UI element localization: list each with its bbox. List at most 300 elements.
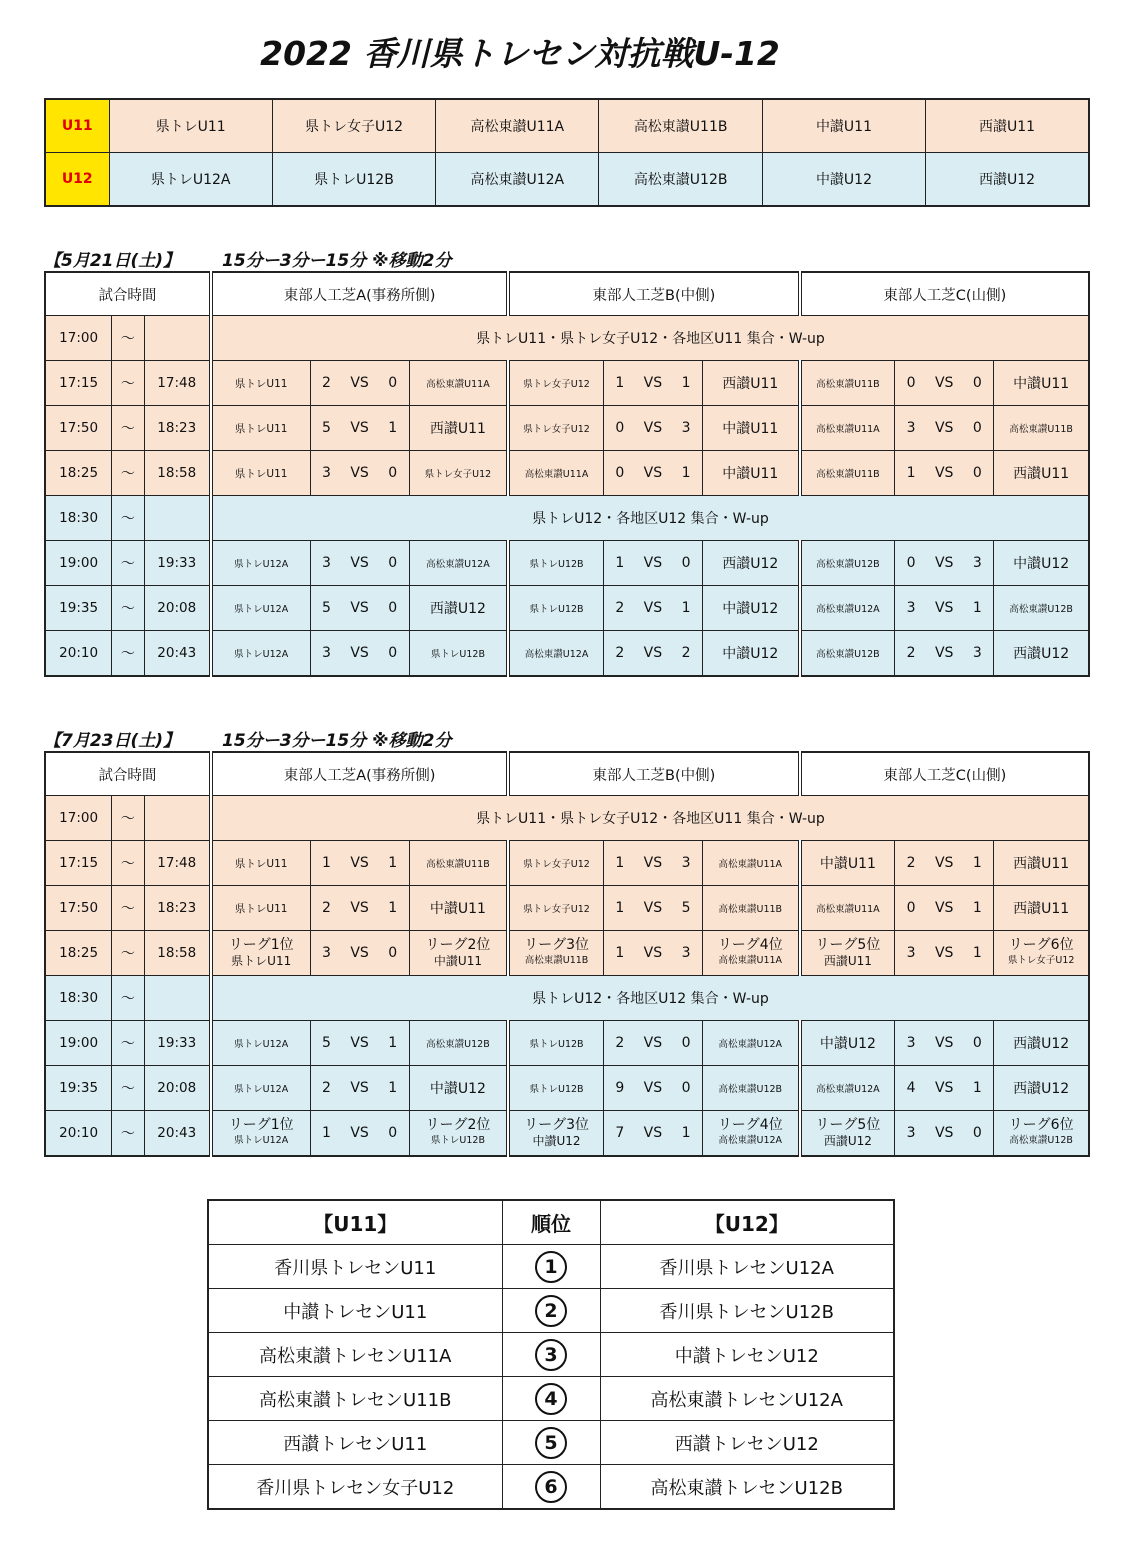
away-team: 中讃U12	[994, 541, 1089, 586]
home-team: 県トレU12A	[211, 1066, 310, 1111]
home-team: 県トレ女子U12	[508, 886, 603, 931]
home-score: 9	[603, 1066, 635, 1111]
u11-team: 高松東讃トレセンU11B	[208, 1377, 502, 1421]
team-cell: 高松東讃U12B	[599, 153, 762, 207]
u11-team: 中讃トレセンU11	[208, 1289, 502, 1333]
u12-team: 高松東讃トレセンU12A	[600, 1377, 894, 1421]
home-score: 3	[895, 1111, 927, 1157]
home-team: 中讃U11	[800, 841, 895, 886]
vs-label: VS	[342, 1021, 376, 1066]
away-score: 0	[961, 451, 993, 496]
rank-cell	[502, 1421, 600, 1465]
start-time: 20:10	[45, 631, 112, 677]
league-team-name: 西讃U11	[823, 954, 872, 968]
away-score: 0	[670, 1021, 702, 1066]
gather-row	[45, 496, 1089, 541]
home-team: 高松東讃U11A	[800, 886, 895, 931]
vs-label: VS	[636, 361, 670, 406]
away-score: 0	[961, 1021, 993, 1066]
vs-label: VS	[342, 631, 376, 677]
away-score: 0	[961, 361, 993, 406]
league-team-name: 県トレ女子U12	[1007, 955, 1075, 966]
league-position: リーグ2位	[425, 1117, 491, 1133]
home-team: 県トレU11	[211, 841, 310, 886]
league-team-name: 中讃U11	[433, 954, 482, 968]
home-score: 2	[603, 586, 635, 631]
away-team: 高松東讃U11B	[702, 886, 799, 931]
home-score: 3	[895, 586, 927, 631]
home-score: 4	[895, 1066, 927, 1111]
home-team: 県トレU12B	[508, 1021, 603, 1066]
final-row	[45, 1111, 1089, 1157]
away-team: 西讃U12	[994, 631, 1089, 677]
day1-u11-rows	[45, 361, 1089, 496]
away-team: 中讃U11	[994, 361, 1089, 406]
vs-label: VS	[927, 541, 961, 586]
home-score: 3	[310, 451, 342, 496]
rank-number: 1	[535, 1251, 567, 1283]
home-team: 県トレU11	[211, 451, 310, 496]
home-score: 0	[603, 451, 635, 496]
team-cell: 中讃U11	[762, 99, 925, 153]
day2-date: 【7月23日(土)】	[44, 731, 181, 751]
home-team: 県トレU12A	[211, 1021, 310, 1066]
vs-label: VS	[636, 631, 670, 677]
u11-team: 高松東讃トレセンU11A	[208, 1333, 502, 1377]
away-team: 高松東讃U12A	[409, 541, 508, 586]
vs-label: VS	[342, 931, 376, 976]
away-score: 0	[377, 451, 409, 496]
tilde: 〜	[112, 931, 144, 976]
field-b-header: 東部人工芝B(中側)	[508, 752, 799, 796]
start-time: 17:50	[45, 406, 112, 451]
ranking-table	[207, 1199, 895, 1510]
away-score: 0	[961, 1111, 993, 1157]
field-c-header: 東部人工芝C(山側)	[800, 272, 1089, 316]
away-team: 西讃U12	[994, 1066, 1089, 1111]
league-team	[409, 931, 508, 976]
team-cell: 西讃U12	[926, 153, 1089, 207]
ranking-row	[208, 1289, 894, 1333]
start-time: 20:10	[45, 1111, 112, 1157]
day1-u12-rows	[45, 541, 1089, 677]
match-row	[45, 451, 1089, 496]
home-team: 県トレU12A	[211, 586, 310, 631]
away-team: 西讃U11	[994, 886, 1089, 931]
tilde: 〜	[112, 631, 144, 677]
away-score: 1	[377, 1066, 409, 1111]
league-team	[211, 931, 310, 976]
away-score: 1	[670, 361, 702, 406]
end-time	[144, 496, 211, 541]
home-team: 県トレU12B	[508, 586, 603, 631]
tilde: 〜	[112, 886, 144, 931]
away-score: 0	[377, 631, 409, 677]
away-score: 0	[961, 406, 993, 451]
vs-label: VS	[342, 586, 376, 631]
away-score: 3	[961, 541, 993, 586]
end-time: 17:48	[144, 841, 211, 886]
match-row	[45, 361, 1089, 406]
gather-text: 県トレU12・各地区U12 集合・W-up	[211, 496, 1089, 541]
team-cell: 西讃U11	[926, 99, 1089, 153]
gather-row	[45, 976, 1089, 1021]
away-team: 西讃U11	[994, 841, 1089, 886]
vs-label: VS	[342, 841, 376, 886]
home-score: 2	[603, 631, 635, 677]
home-team: 高松東讃U11B	[800, 451, 895, 496]
u12-team: 香川県トレセンU12B	[600, 1289, 894, 1333]
home-team: 高松東讃U11B	[800, 361, 895, 406]
league-team-name: 県トレU11	[231, 954, 292, 968]
rank-cell	[502, 1245, 600, 1289]
away-team: 高松東讃U11A	[702, 841, 799, 886]
team-cell: 高松東讃U12A	[436, 153, 599, 207]
ranking-rows	[208, 1245, 894, 1510]
day1-format: 15分ー3分ー15分 ※移動2分	[222, 251, 452, 271]
home-score: 3	[895, 931, 927, 976]
home-team: 高松東讃U12B	[800, 631, 895, 677]
league-position: リーグ1位	[228, 1117, 294, 1133]
away-score: 0	[670, 541, 702, 586]
away-score: 0	[377, 931, 409, 976]
u12-header: 【U12】	[600, 1200, 894, 1245]
vs-label: VS	[342, 541, 376, 586]
home-team: 高松東讃U12A	[800, 586, 895, 631]
team-cell: 県トレU12B	[272, 153, 435, 207]
league-team-name: 西讃U12	[823, 1134, 872, 1148]
gather-text: 県トレU12・各地区U12 集合・W-up	[211, 976, 1089, 1021]
home-score: 3	[310, 931, 342, 976]
vs-label: VS	[342, 406, 376, 451]
home-score: 0	[895, 361, 927, 406]
ranking-row	[208, 1421, 894, 1465]
vs-label: VS	[342, 886, 376, 931]
home-team: 高松東讃U12A	[508, 631, 603, 677]
end-time: 17:48	[144, 361, 211, 406]
field-a-header: 東部人工芝A(事務所側)	[211, 272, 508, 316]
vs-label: VS	[636, 451, 670, 496]
field-b-header: 東部人工芝B(中側)	[508, 272, 799, 316]
league-position: リーグ5位	[815, 1117, 881, 1133]
start-time: 17:15	[45, 841, 112, 886]
home-team: 県トレU12B	[508, 1066, 603, 1111]
teams-row-u12	[45, 153, 1089, 207]
day1-heading	[44, 246, 451, 271]
team-cell: 県トレU11	[109, 99, 272, 153]
day2-u11-rows	[45, 841, 1089, 976]
end-time: 18:58	[144, 931, 211, 976]
header-row	[45, 752, 1089, 796]
league-team-name: 高松東讃U12B	[1009, 1135, 1073, 1146]
vs-label: VS	[342, 451, 376, 496]
away-team: 県トレ女子U12	[409, 451, 508, 496]
home-score: 1	[603, 841, 635, 886]
away-score: 1	[670, 1111, 702, 1157]
away-score: 1	[961, 886, 993, 931]
league-team	[409, 1111, 508, 1157]
away-score: 2	[670, 631, 702, 677]
home-score: 5	[310, 1021, 342, 1066]
league-position: リーグ3位	[524, 1117, 590, 1133]
end-time: 20:43	[144, 631, 211, 677]
home-team: 県トレU11	[211, 406, 310, 451]
day1-date: 【5月21日(土)】	[44, 251, 181, 271]
home-score: 0	[895, 541, 927, 586]
match-row	[45, 586, 1089, 631]
away-team: 西讃U11	[409, 406, 508, 451]
home-team: 高松東讃U11A	[508, 451, 603, 496]
league-position: リーグ3位	[524, 937, 590, 953]
vs-label: VS	[342, 1066, 376, 1111]
start-time: 18:30	[45, 496, 112, 541]
tilde: 〜	[112, 496, 144, 541]
home-score: 1	[310, 841, 342, 886]
away-score: 1	[961, 1066, 993, 1111]
vs-label: VS	[342, 1111, 376, 1157]
away-team: 西讃U11	[994, 451, 1089, 496]
rank-cell	[502, 1289, 600, 1333]
rank-cell	[502, 1377, 600, 1421]
away-team: 県トレU12B	[409, 631, 508, 677]
gather-text: 県トレU11・県トレ女子U12・各地区U11 集合・W-up	[211, 316, 1089, 361]
home-team: 県トレU12B	[508, 541, 603, 586]
league-position: リーグ6位	[1008, 937, 1074, 953]
league-team	[800, 1111, 895, 1157]
vs-label: VS	[927, 886, 961, 931]
vs-label: VS	[927, 1021, 961, 1066]
away-team: 西讃U12	[409, 586, 508, 631]
gather-row	[45, 796, 1089, 841]
start-time: 18:25	[45, 931, 112, 976]
ranking-row	[208, 1245, 894, 1289]
home-score: 3	[310, 631, 342, 677]
ranking-row	[208, 1465, 894, 1510]
u11-team: 西讃トレセンU11	[208, 1421, 502, 1465]
league-position: リーグ6位	[1008, 1117, 1074, 1133]
ranking-header	[208, 1200, 894, 1245]
away-team: 西讃U12	[702, 541, 799, 586]
tilde: 〜	[112, 1066, 144, 1111]
match-row	[45, 631, 1089, 677]
match-row	[45, 1066, 1089, 1111]
home-score: 3	[310, 541, 342, 586]
home-team: 高松東讃U11A	[800, 406, 895, 451]
end-time: 18:58	[144, 451, 211, 496]
ranking-row	[208, 1377, 894, 1421]
gather-row	[45, 316, 1089, 361]
final-row	[45, 931, 1089, 976]
vs-label: VS	[636, 586, 670, 631]
start-time: 18:30	[45, 976, 112, 1021]
start-time: 19:35	[45, 586, 112, 631]
away-team: 中讃U12	[702, 586, 799, 631]
away-score: 1	[377, 1021, 409, 1066]
vs-label: VS	[636, 841, 670, 886]
tilde: 〜	[112, 541, 144, 586]
end-time	[144, 976, 211, 1021]
away-score: 0	[377, 361, 409, 406]
vs-label: VS	[636, 1021, 670, 1066]
home-score: 3	[895, 1021, 927, 1066]
away-score: 3	[670, 841, 702, 886]
away-team: 高松東讃U11B	[409, 841, 508, 886]
away-score: 1	[670, 451, 702, 496]
u11-tag: U11	[45, 99, 109, 153]
time-header: 試合時間	[45, 752, 211, 796]
day2-schedule-table	[44, 751, 1090, 1157]
end-time: 20:43	[144, 1111, 211, 1157]
league-team	[994, 931, 1089, 976]
u12-team: 中讃トレセンU12	[600, 1333, 894, 1377]
away-team: 西讃U12	[994, 1021, 1089, 1066]
home-score: 2	[895, 631, 927, 677]
home-team: 県トレ女子U12	[508, 841, 603, 886]
field-a-header: 東部人工芝A(事務所側)	[211, 752, 508, 796]
home-team: 県トレU11	[211, 886, 310, 931]
away-score: 1	[377, 841, 409, 886]
away-team: 高松東讃U12B	[994, 586, 1089, 631]
team-cell: 県トレ女子U12	[272, 99, 435, 153]
tilde: 〜	[112, 841, 144, 886]
league-position: リーグ4位	[717, 1117, 783, 1133]
vs-label: VS	[342, 361, 376, 406]
home-team: 高松東讃U12B	[800, 541, 895, 586]
rank-cell	[502, 1465, 600, 1510]
rank-number: 3	[535, 1339, 567, 1371]
field-c-header: 東部人工芝C(山側)	[800, 752, 1089, 796]
away-score: 1	[961, 931, 993, 976]
end-time: 20:08	[144, 1066, 211, 1111]
home-team: 中讃U12	[800, 1021, 895, 1066]
league-team	[800, 931, 895, 976]
away-score: 3	[670, 931, 702, 976]
day2-heading	[44, 726, 451, 751]
away-team: 高松東讃U12B	[409, 1021, 508, 1066]
league-team-name: 高松東讃U11A	[718, 955, 783, 966]
home-score: 1	[603, 541, 635, 586]
home-score: 0	[603, 406, 635, 451]
vs-label: VS	[927, 931, 961, 976]
tilde: 〜	[112, 1111, 144, 1157]
league-team	[702, 931, 799, 976]
vs-label: VS	[636, 886, 670, 931]
vs-label: VS	[636, 541, 670, 586]
away-score: 1	[670, 586, 702, 631]
u11-team: 香川県トレセン女子U12	[208, 1465, 502, 1510]
time-header: 試合時間	[45, 272, 211, 316]
league-team	[994, 1111, 1089, 1157]
vs-label: VS	[927, 451, 961, 496]
match-row	[45, 541, 1089, 586]
end-time	[144, 316, 211, 361]
tilde: 〜	[112, 406, 144, 451]
vs-label: VS	[927, 1066, 961, 1111]
u12-team: 西讃トレセンU12	[600, 1421, 894, 1465]
home-team: 高松東讃U12A	[800, 1066, 895, 1111]
home-score: 2	[895, 841, 927, 886]
start-time: 18:25	[45, 451, 112, 496]
u12-tag: U12	[45, 153, 109, 207]
end-time	[144, 796, 211, 841]
vs-label: VS	[927, 841, 961, 886]
home-score: 2	[603, 1021, 635, 1066]
match-row	[45, 1021, 1089, 1066]
league-team	[508, 1111, 603, 1157]
start-time: 19:00	[45, 541, 112, 586]
league-position: リーグ5位	[815, 937, 881, 953]
away-score: 1	[961, 586, 993, 631]
league-position: リーグ2位	[425, 937, 491, 953]
away-score: 0	[377, 1111, 409, 1157]
end-time: 19:33	[144, 541, 211, 586]
away-team: 中讃U11	[702, 451, 799, 496]
away-team: 中讃U12	[409, 1066, 508, 1111]
away-score: 5	[670, 886, 702, 931]
day2-format: 15分ー3分ー15分 ※移動2分	[222, 731, 452, 751]
u11-header: 【U11】	[208, 1200, 502, 1245]
teams-row-u11	[45, 99, 1089, 153]
tilde: 〜	[112, 361, 144, 406]
away-team: 中讃U12	[702, 631, 799, 677]
end-time: 19:33	[144, 1021, 211, 1066]
away-score: 0	[377, 586, 409, 631]
tilde: 〜	[112, 451, 144, 496]
away-team: 西讃U11	[702, 361, 799, 406]
league-team	[508, 931, 603, 976]
away-score: 1	[961, 841, 993, 886]
start-time: 17:00	[45, 316, 112, 361]
team-cell: 高松東讃U11A	[436, 99, 599, 153]
tilde: 〜	[112, 316, 144, 361]
away-score: 0	[670, 1066, 702, 1111]
away-score: 1	[377, 406, 409, 451]
rank-number: 4	[535, 1383, 567, 1415]
rank-number: 6	[535, 1471, 567, 1503]
team-cell: 中讃U12	[762, 153, 925, 207]
home-score: 1	[603, 886, 635, 931]
away-score: 3	[670, 406, 702, 451]
league-team-name: 県トレU12B	[430, 1135, 485, 1146]
vs-label: VS	[927, 406, 961, 451]
home-team: 県トレU12A	[211, 541, 310, 586]
header-row	[45, 272, 1089, 316]
away-score: 3	[961, 631, 993, 677]
team-cell: 高松東讃U11B	[599, 99, 762, 153]
home-score: 7	[603, 1111, 635, 1157]
vs-label: VS	[927, 361, 961, 406]
u11-team: 香川県トレセンU11	[208, 1245, 502, 1289]
league-team-name: 高松東讃U11B	[524, 955, 589, 966]
away-team: 高松東讃U12A	[702, 1021, 799, 1066]
start-time: 19:35	[45, 1066, 112, 1111]
league-position: リーグ1位	[228, 937, 294, 953]
home-score: 1	[603, 931, 635, 976]
day1-schedule-table	[44, 271, 1090, 677]
vs-label: VS	[927, 586, 961, 631]
away-score: 1	[377, 886, 409, 931]
home-score: 2	[310, 886, 342, 931]
home-score: 2	[310, 361, 342, 406]
vs-label: VS	[927, 1111, 961, 1157]
end-time: 18:23	[144, 886, 211, 931]
league-team	[702, 1111, 799, 1157]
home-team: 県トレ女子U12	[508, 406, 603, 451]
teams-table	[44, 98, 1090, 207]
home-score: 1	[895, 451, 927, 496]
vs-label: VS	[636, 931, 670, 976]
vs-label: VS	[636, 1111, 670, 1157]
